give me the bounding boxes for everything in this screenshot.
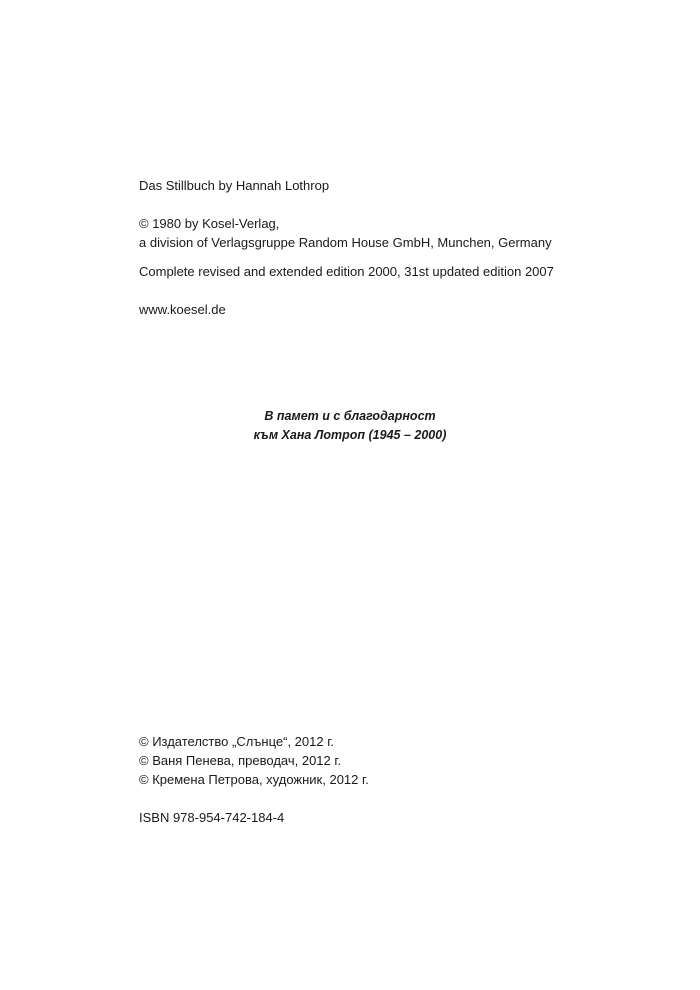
website [139,300,226,319]
website-text: www.koesel.de [139,302,226,317]
isbn-text: ISBN 978-954-742-184-4 [139,810,285,825]
artist-credit: © Кремена Петрова, художник, 2012 г. [139,772,369,787]
edition-note [139,262,554,281]
original-copyright-line-2: a division of Verlagsgruppe Random House GmbH, Munchen, Germany [139,235,552,250]
dedication-line-2: към Хана Лотроп (1945 – 2000) [253,428,447,442]
translator-credit: © Ваня Пенева, преводач, 2012 г. [139,753,342,768]
bulgarian-credits [139,732,369,789]
dedication [0,407,700,445]
original-title-text: Das Stillbuch by Hannah Lothrop [139,178,330,193]
original-copyright [139,214,552,252]
dedication-line-1: В памет и с благодарност [264,409,436,423]
original-copyright-line-1: © 1980 by Kosel-Verlag, [139,216,280,231]
isbn [139,808,284,827]
original-title [139,176,329,195]
publisher-credit: © Издателство „Слънце“, 2012 г. [139,734,334,749]
edition-note-text: Complete revised and extended edition 2000, 31st updated edition 2007 [139,264,554,279]
